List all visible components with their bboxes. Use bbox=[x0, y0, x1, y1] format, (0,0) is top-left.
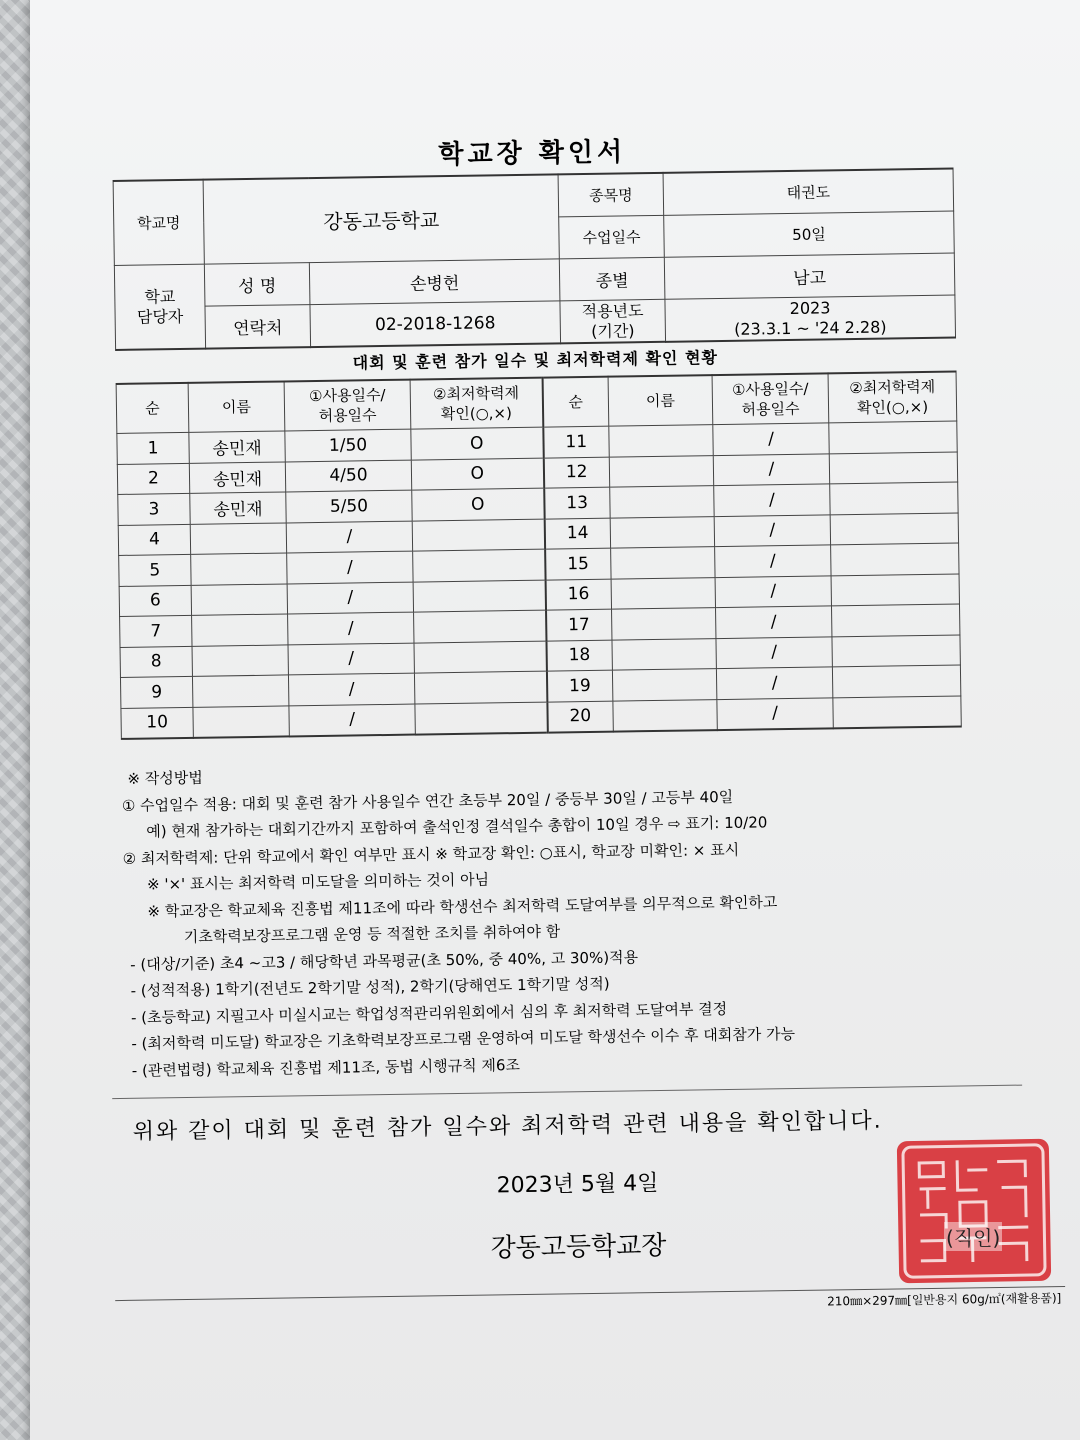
notes-heading: ※ 작성방법 bbox=[127, 768, 203, 788]
row-check bbox=[414, 671, 546, 703]
writing-instructions bbox=[121, 753, 966, 1083]
row-days: / bbox=[289, 704, 415, 737]
row-no: 6 bbox=[119, 585, 191, 617]
row-check-right bbox=[831, 543, 959, 575]
official-seal-stamp bbox=[897, 1139, 1051, 1284]
row-check bbox=[412, 519, 544, 551]
row-no-right: 15 bbox=[545, 548, 611, 579]
row-name: 송민재 bbox=[189, 461, 285, 493]
row-name-right bbox=[611, 547, 715, 579]
row-days-right: / bbox=[716, 636, 832, 668]
col-check-line2: 확인(○,×) bbox=[440, 404, 513, 424]
note-below-minimum: - (최저학력 미도달) 학교장은 기초학력보장프로그램 운영하여 미도달 학생선수 이수 후 대회참가 가능 bbox=[131, 1024, 796, 1053]
row-no: 5 bbox=[119, 554, 191, 586]
row-no: 8 bbox=[120, 646, 192, 678]
year-label-line2: (기간) bbox=[591, 320, 635, 341]
participation-table bbox=[116, 370, 962, 739]
note-principal-duty-cont: 기초학력보장프로그램 운영 등 적절한 조치를 취하여야 함 bbox=[183, 922, 561, 947]
col-no2-header: 순 bbox=[542, 377, 609, 427]
row-check bbox=[413, 549, 545, 581]
row-no: 1 bbox=[117, 432, 189, 464]
note-principal-duty: ※ 학교장은 학교체육 진흥법 제11조에 따라 학생선수 최저학력 도달여부를 의무적으로 확인하고 bbox=[147, 892, 778, 921]
row-days: / bbox=[288, 673, 414, 705]
row-name bbox=[191, 583, 287, 615]
col-days2-line1: ①사용일수/ bbox=[731, 379, 809, 399]
note-criteria: - (대상/기준) 초4 ~고3 / 해당학년 과목평균(초 50%, 중 40%, 고 30%)적용 bbox=[130, 947, 639, 974]
manager-name-label: 성 명 bbox=[204, 263, 310, 307]
row-name bbox=[192, 614, 288, 646]
row-no-right: 20 bbox=[547, 701, 613, 733]
row-days-right: / bbox=[714, 514, 830, 546]
row-name-right bbox=[609, 425, 713, 457]
row-no-right: 12 bbox=[543, 457, 609, 488]
col-days2-header bbox=[712, 373, 829, 424]
manager-label-line1: 학교 bbox=[144, 286, 176, 307]
row-name-right bbox=[610, 486, 714, 518]
confirmation-statement: 위와 같이 대회 및 훈련 참가 일수와 최저학력 관련 내용을 확인합니다. bbox=[132, 1108, 883, 1145]
row-name bbox=[192, 644, 288, 676]
row-check-right bbox=[832, 634, 960, 666]
row-name-right bbox=[613, 699, 717, 732]
row-check: O bbox=[411, 458, 543, 490]
divider-line bbox=[112, 1085, 1022, 1099]
principal-signature: 강동고등학교장 bbox=[490, 1230, 667, 1264]
manager-name-value: 손병헌 bbox=[309, 259, 560, 305]
row-no-right: 13 bbox=[544, 487, 610, 518]
row-check: O bbox=[412, 488, 544, 520]
row-days-right: / bbox=[716, 606, 832, 638]
sport-label: 종목명 bbox=[558, 173, 664, 217]
contact-value: 02-2018-1268 bbox=[310, 301, 561, 347]
school-name-label: 학교명 bbox=[113, 180, 204, 266]
row-days-right: / bbox=[716, 667, 832, 699]
row-days: 5/50 bbox=[286, 490, 412, 522]
col-days-line1: ①사용일수/ bbox=[308, 385, 386, 406]
col-check-header bbox=[410, 378, 543, 429]
row-days-right: / bbox=[715, 545, 831, 577]
row-check: O bbox=[411, 427, 543, 459]
paper-spec: 210㎜×297㎜[일반용지 60g/㎡(재활용품)] bbox=[827, 1291, 1062, 1309]
manager-label bbox=[114, 264, 205, 350]
row-name: 송민재 bbox=[189, 431, 285, 463]
row-name-right bbox=[609, 455, 713, 487]
row-days-right: / bbox=[713, 453, 829, 485]
document-title: 학교장 확인서 bbox=[438, 137, 627, 171]
col-check-line1: ②최저학력제 bbox=[432, 383, 520, 404]
row-no-right: 19 bbox=[546, 670, 612, 701]
row-days-right: / bbox=[717, 697, 833, 730]
row-check-right bbox=[831, 573, 959, 605]
row-name-right bbox=[612, 669, 716, 701]
row-no: 9 bbox=[120, 676, 192, 708]
row-check bbox=[415, 702, 547, 735]
col-check2-header bbox=[828, 372, 957, 423]
issue-date: 2023년 5월 4일 bbox=[496, 1171, 659, 1199]
year-value bbox=[665, 295, 956, 342]
row-days: / bbox=[287, 551, 413, 583]
class-days-value: 50일 bbox=[664, 211, 955, 257]
row-name bbox=[191, 553, 287, 585]
note-x-meaning: ※ '×' 표시는 최저학력 미도달을 의미하는 것이 아님 bbox=[146, 870, 490, 894]
row-name-right bbox=[611, 577, 715, 609]
row-name bbox=[192, 675, 288, 707]
row-no: 3 bbox=[118, 493, 190, 525]
type-label: 종별 bbox=[559, 257, 665, 301]
col-check2-line1: ②최저학력제 bbox=[849, 377, 936, 398]
type-value: 남고 bbox=[664, 253, 955, 299]
sport-value: 태권도 bbox=[663, 169, 954, 216]
col-days-line2: 허용일수 bbox=[318, 406, 377, 425]
row-check-right bbox=[829, 421, 957, 453]
col-days-header bbox=[284, 380, 411, 431]
year-value-line1: 2023 bbox=[789, 297, 831, 318]
note-elementary: - (초등학교) 지필고사 미실시교는 학업성적관리위원회에서 심의 후 최저학력 도달여부 결정 bbox=[130, 999, 728, 1027]
contact-label: 연락처 bbox=[205, 305, 311, 349]
col-name2-header: 이름 bbox=[608, 375, 713, 426]
seal-pattern bbox=[897, 1139, 1051, 1284]
row-no-right: 16 bbox=[545, 579, 611, 610]
row-no-right: 17 bbox=[546, 609, 612, 640]
row-days: / bbox=[288, 612, 414, 644]
note-grade-application: - (성적적용) 1학기(전년도 2학기말 성적), 2학기(당해연도 1학기말 성적) bbox=[130, 974, 610, 1000]
col-name-header: 이름 bbox=[188, 381, 285, 432]
row-check bbox=[413, 580, 545, 612]
row-days-right: / bbox=[713, 423, 829, 455]
row-check-right bbox=[831, 604, 959, 636]
row-name-right bbox=[612, 608, 716, 640]
year-label-line1: 적용년도 bbox=[581, 300, 644, 321]
row-no: 2 bbox=[117, 463, 189, 495]
period-value: (23.3.1 ~ '24 2.28) bbox=[734, 317, 887, 339]
row-check-right bbox=[833, 695, 961, 728]
row-no: 10 bbox=[121, 707, 193, 739]
row-days: / bbox=[288, 643, 414, 675]
col-days2-line2: 허용일수 bbox=[741, 399, 800, 419]
row-check-right bbox=[832, 665, 960, 697]
row-no-right: 14 bbox=[544, 518, 610, 549]
col-no-header: 순 bbox=[116, 383, 189, 434]
row-check bbox=[414, 610, 546, 642]
row-no: 7 bbox=[120, 615, 192, 647]
class-days-label: 수업일수 bbox=[559, 215, 665, 259]
row-check-right bbox=[830, 512, 958, 544]
col-check2-line2: 확인(○,×) bbox=[856, 397, 929, 417]
row-check-right bbox=[829, 451, 957, 483]
row-no: 4 bbox=[118, 524, 190, 556]
seal-label: (직인) bbox=[944, 1222, 1002, 1251]
row-days-right: / bbox=[715, 575, 831, 607]
note-min-academic: ② 최저학력제: 단위 학교에서 확인 여부만 표시 ※ 학교장 확인: ○표시, 학교장 미확인: × 표시 bbox=[122, 840, 740, 868]
school-name-value: 강동고등학교 bbox=[203, 174, 559, 264]
note-class-days: ① 수업일수 적용: 대회 및 훈련 참가 사용일수 연간 초등부 20일 / 중등부 30일 / 고등부 40일 bbox=[121, 787, 734, 815]
row-no-right: 18 bbox=[546, 640, 612, 671]
row-days: 4/50 bbox=[285, 460, 411, 492]
row-name bbox=[193, 705, 289, 737]
row-name: 송민재 bbox=[190, 492, 286, 524]
school-info-table bbox=[113, 168, 956, 351]
row-check bbox=[414, 641, 546, 673]
row-days: / bbox=[286, 521, 412, 553]
row-no-right: 11 bbox=[543, 426, 609, 457]
note-related-law: - (관련법령) 학교체육 진흥법 제11조, 동법 시행규칙 제6조 bbox=[131, 1055, 521, 1080]
row-name-right bbox=[612, 638, 716, 670]
row-check-right bbox=[830, 482, 958, 514]
table-title: 대회 및 훈련 참가 일수 및 최저학력제 확인 현황 bbox=[352, 348, 719, 373]
row-days: / bbox=[287, 582, 413, 614]
row-days-right: / bbox=[714, 484, 830, 516]
row-name bbox=[190, 522, 286, 554]
note-class-days-example: 예) 현재 참가하는 대회기간까지 포함하여 출석인정 결석일수 총합이 10일 경우 ⇨ 표기: 10/20 bbox=[146, 813, 768, 841]
year-label bbox=[560, 299, 666, 343]
row-name-right bbox=[610, 516, 714, 548]
row-days: 1/50 bbox=[285, 429, 411, 461]
manager-label-line2: 담당자 bbox=[136, 306, 184, 327]
